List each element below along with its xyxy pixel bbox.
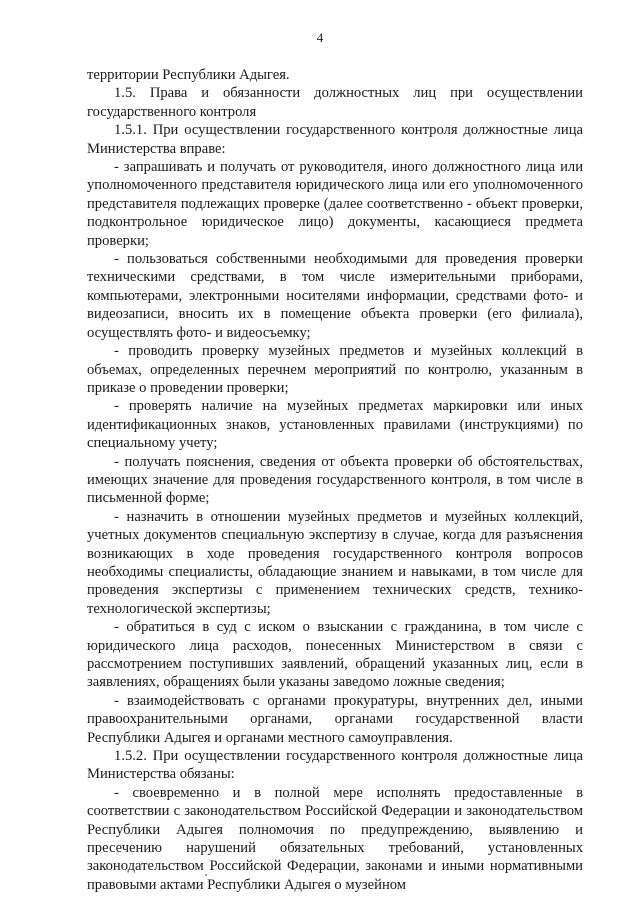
document-body [87, 66, 583, 894]
right-item-cooperate: - взаимодействовать с органами прокуратуры, внутренних дел, иными правоохранительными органами, органами государственной власти Республики Адыгея и органами местного самоуправления. [87, 692, 583, 746]
scan-speck [205, 874, 207, 876]
section-heading-1-5: 1.5. Права и обязанности должностных лиц при осуществлении государственного контроля [87, 85, 583, 120]
paragraph-territory: территории Республики Адыгея. [87, 67, 290, 83]
clause-1-5-1: 1.5.1. При осуществлении государственного контроля должностные лица Министерства вправе: [87, 122, 583, 157]
right-item-get-explanations: - получать пояснения, сведения от объекта проверки об обстоятельствах, имеющих значение для проведения государственного контроля, в том числе в письменной форме; [87, 453, 583, 507]
page-number: 4 [316, 30, 324, 45]
right-item-technical-means: - пользоваться собственными необходимыми для проведения проверки техническими средствами, в том числе измерительными приборами, компьютерами, электронными носителями информации, средствами фото- и видеозаписи, вносить их в помещение объекта проверки (его филиала), осуществлять фото- и видеосъемку; [87, 251, 583, 341]
right-item-check-marking: - проверять наличие на музейных предметах маркировки или иных идентификационных знаков, установленных правилами (инструкциями) по специальному учету; [87, 398, 583, 452]
right-item-inspect-items: - проводить проверку музейных предметов и музейных коллекций в объемах, определенных перечнем мероприятий по контролю, указанным в приказе о проведении проверки; [87, 343, 583, 396]
clause-1-5-2: 1.5.2. При осуществлении государственного контроля должностные лица Министерства обязаны: [87, 748, 583, 783]
duty-item-exercise-powers: - своевременно и в полной мере исполнять предоставленные в соответствии с законодательством Российской Федерации и законодательством Республики Адыгея полномочия по предупреждению, выявлению и пресечению нарушений обязательных требований, установленных законодательством Российской Федерации, законами и иными нормативными правовыми актами Республики Адыгея о музейном [87, 784, 583, 893]
right-item-request-documents: - запрашивать и получать от руководителя, иного должностного лица или уполномоченного представителя юридического лица или его уполномоченного представителя подлежащих проверке (далее соответственно - объект проверки, подконтрольное юридическое лицо) документы, касающиеся предмета проверки; [87, 159, 583, 249]
right-item-appoint-expertise: - назначить в отношении музейных предметов и музейных коллекций, учетных документов специальную экспертизу в случае, когда для разъяснения возникающих в ходе проведения государственного контроля вопросов необходимы специалисты, обладающие знанием и навыками, в том числе для проведения экспертизы с применением технических средств, технико-технологической экспертизы; [87, 508, 583, 617]
right-item-court-claim: - обратиться в суд с иском о взыскании с гражданина, в том числе с юридического лица расходов, понесенных Министерством в связи с рассмотрением поступивших заявлений, обращений указанных лиц, если в заявлениях, обращениях были указаны заведомо ложные сведения; [87, 619, 583, 691]
